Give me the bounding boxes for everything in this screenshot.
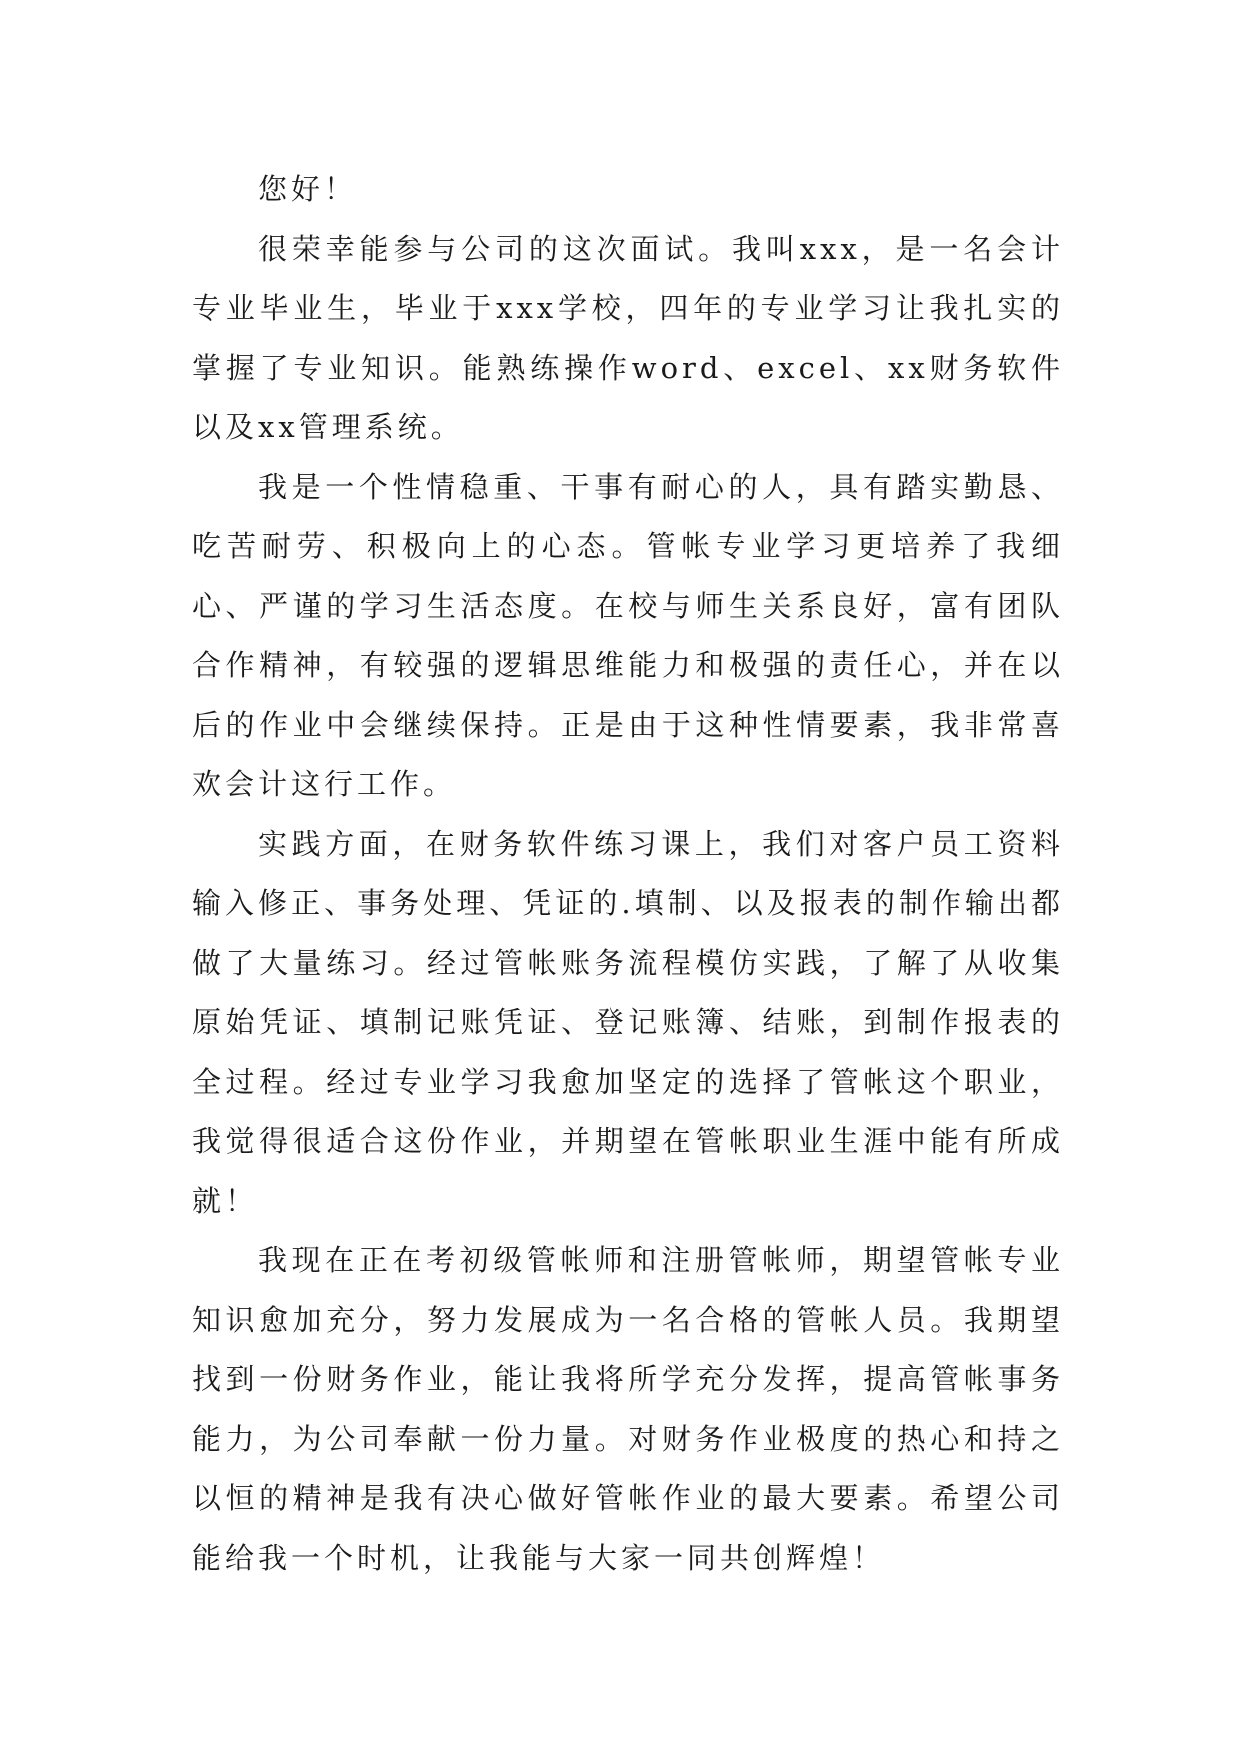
paragraph-practice: 实践方面，在财务软件练习课上，我们对客户员工资料输入修正、事务处理、凭证的.填制、以及报表的制作输出都做了大量练习。经过管帐账务流程模仿实践，了解了从收集原始凭证、填制记账凭证、登记账簿、结账，到制作报表的全过程。经过专业学习我愈加坚定的选择了管帐这个职业，我觉得很适合这份作业，并期望在管帐职业生涯中能有所成就！ [192, 826, 1064, 1218]
letter-body [192, 160, 1064, 1588]
paragraph-personality: 我是一个性情稳重、干事有耐心的人，具有踏实勤恳、吃苦耐劳、积极向上的心态。管帐专业学习更培养了我细心、严谨的学习生活态度。在校与师生关系良好，富有团队合作精神，有较强的逻辑思维能力和极强的责任心，并在以后的作业中会继续保持。正是由于这种性情要素，我非常喜欢会计这行工作。 [192, 469, 1064, 801]
paragraph-goals: 我现在正在考初级管帐师和注册管帐师，期望管帐专业知识愈加充分，努力发展成为一名合格的管帐人员。我期望找到一份财务作业，能让我将所学充分发挥，提高管帐事务能力，为公司奉献一份力量。对财务作业极度的热心和持之以恒的精神是我有决心做好管帐作业的最大要素。希望公司能给我一个时机，让我能与大家一同共创辉煌！ [192, 1243, 1064, 1575]
paragraph-intro: 很荣幸能参与公司的这次面试。我叫xxx，是一名会计专业毕业生，毕业于xxx学校，四年的专业学习让我扎实的掌握了专业知识。能熟练操作word、excel、xx财务软件以及xx管理系统。 [192, 231, 1064, 444]
greeting-line: 您好！ [258, 172, 358, 206]
